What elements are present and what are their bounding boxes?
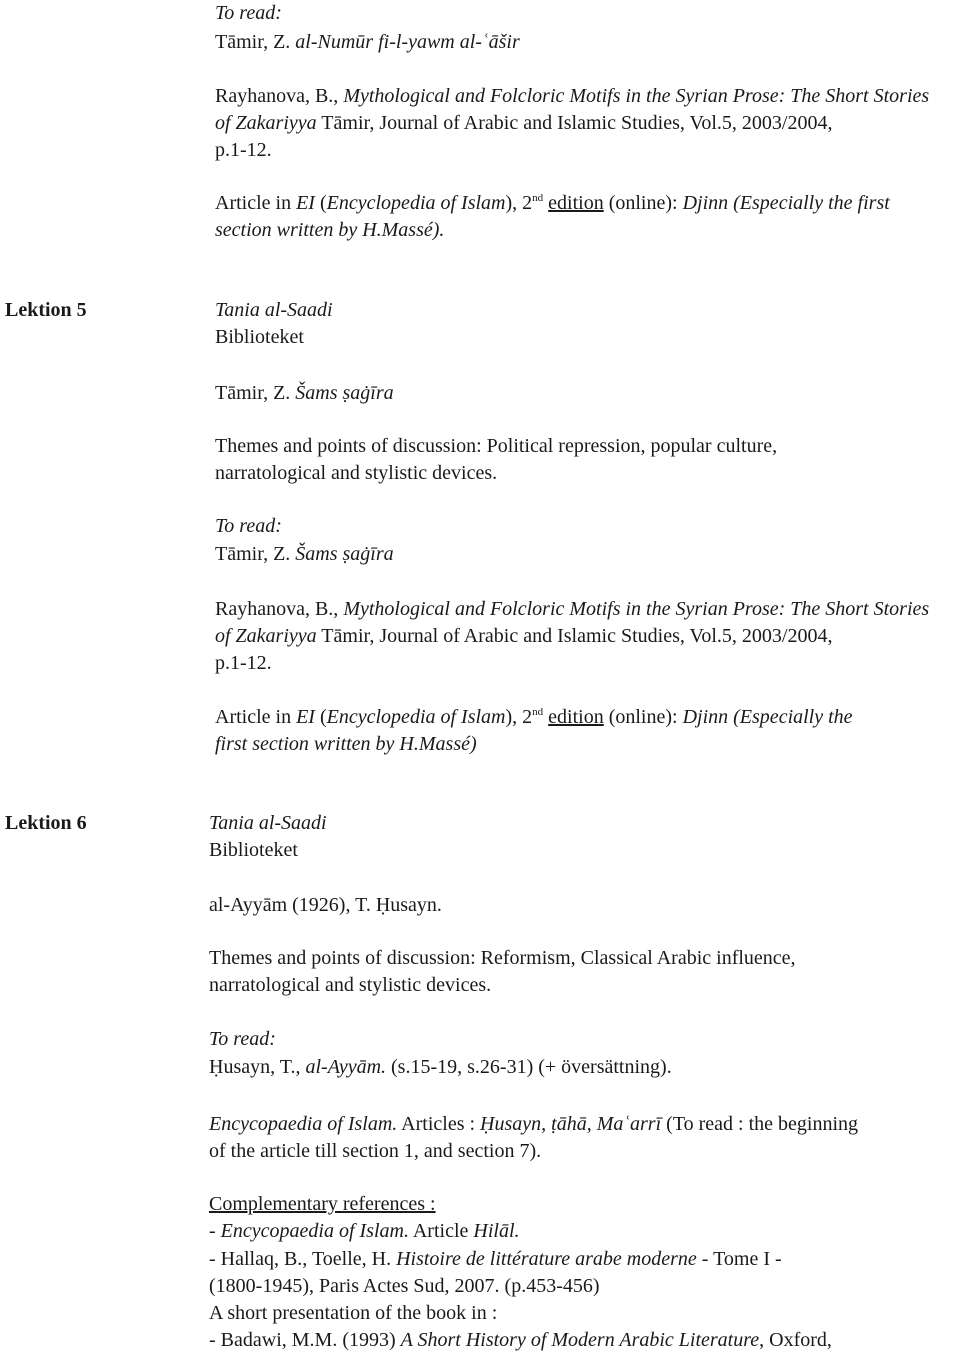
themes-text-cont: narratological and stylistic devices. — [209, 974, 492, 996]
teacher-name: Tania al-Saadi — [215, 299, 333, 321]
complementary-item: - Hallaq, B., Toelle, H. Histoire de littérature arabe moderne - Tome I - — [209, 1248, 782, 1270]
reference-entry: Rayhanova, B., Mythological and Folcloric Motifs in the Syrian Prose: The Short Stories — [215, 598, 930, 620]
themes-text: Themes and points of discussion: Political repression, popular culture, — [215, 435, 778, 457]
encyclopedia-entry-cont: first section written by H.Massé) — [215, 733, 477, 755]
encyclopedia-entry-cont: section written by H.Massé). — [215, 219, 445, 241]
reference-entry: Rayhanova, B., Mythological and Folcloric Motifs in the Syrian Prose: The Short Stories — [215, 85, 930, 107]
reading-entry: Tāmir, Z. al-Numūr fi-l-yawm al-ʿāšir — [215, 31, 520, 53]
encyclopedia-entry: Encycopaedia of Islam. Articles : Ḥusayn, ṭāhā, Maʿarrī (To read : the beginning — [209, 1113, 859, 1135]
text-title: al-Ayyām (1926), T. Ḥusayn. — [209, 894, 442, 916]
complementary-item-cont: (1800-1945), Paris Actes Sud, 2007. (p.453-456) — [209, 1275, 600, 1297]
to-read-label: To read: — [215, 2, 282, 24]
reading-entry: Tāmir, Z. Šams ṣaġīra — [215, 543, 394, 565]
complementary-note: A short presentation of the book in : — [209, 1302, 498, 1324]
complementary-item: - Badawi, M.M. (1993) A Short History of Modern Arabic Literature, Oxford, — [209, 1329, 832, 1351]
complementary-heading: Complementary references : — [209, 1193, 436, 1215]
text-title: Tāmir, Z. Šams ṣaġīra — [215, 382, 394, 404]
location: Biblioteket — [215, 326, 304, 348]
complementary-item: - Encycopaedia of Islam. Article Hilāl. — [209, 1220, 520, 1242]
encyclopedia-entry: Article in EI (Encyclopedia of Islam), 2nd edition (online): Djinn (Especially the first — [215, 192, 890, 214]
reference-entry-cont: of Zakariyya Tāmir, Journal of Arabic and Islamic Studies, Vol.5, 2003/2004, — [215, 625, 833, 647]
reference-pages: p.1-12. — [215, 139, 272, 161]
reading-entry: Ḥusayn, T., al-Ayyām. (s.15-19, s.26-31) (+ översättning). — [209, 1056, 672, 1078]
to-read-label: To read: — [209, 1028, 276, 1050]
reference-entry-cont: of Zakariyya Tāmir, Journal of Arabic and Islamic Studies, Vol.5, 2003/2004, — [215, 112, 833, 134]
teacher-name: Tania al-Saadi — [209, 812, 327, 834]
to-read-label: To read: — [215, 515, 282, 537]
lektion-5-heading: Lektion 5 — [5, 299, 87, 321]
reference-pages: p.1-12. — [215, 652, 272, 674]
themes-text: Themes and points of discussion: Reformism, Classical Arabic influence, — [209, 947, 796, 969]
lektion-6-heading: Lektion 6 — [5, 812, 87, 834]
encyclopedia-entry: Article in EI (Encyclopedia of Islam), 2nd edition (online): Djinn (Especially the — [215, 706, 853, 728]
location: Biblioteket — [209, 839, 298, 861]
themes-text-cont: narratological and stylistic devices. — [215, 462, 498, 484]
encyclopedia-entry-cont: of the article till section 1, and section 7). — [209, 1140, 542, 1162]
